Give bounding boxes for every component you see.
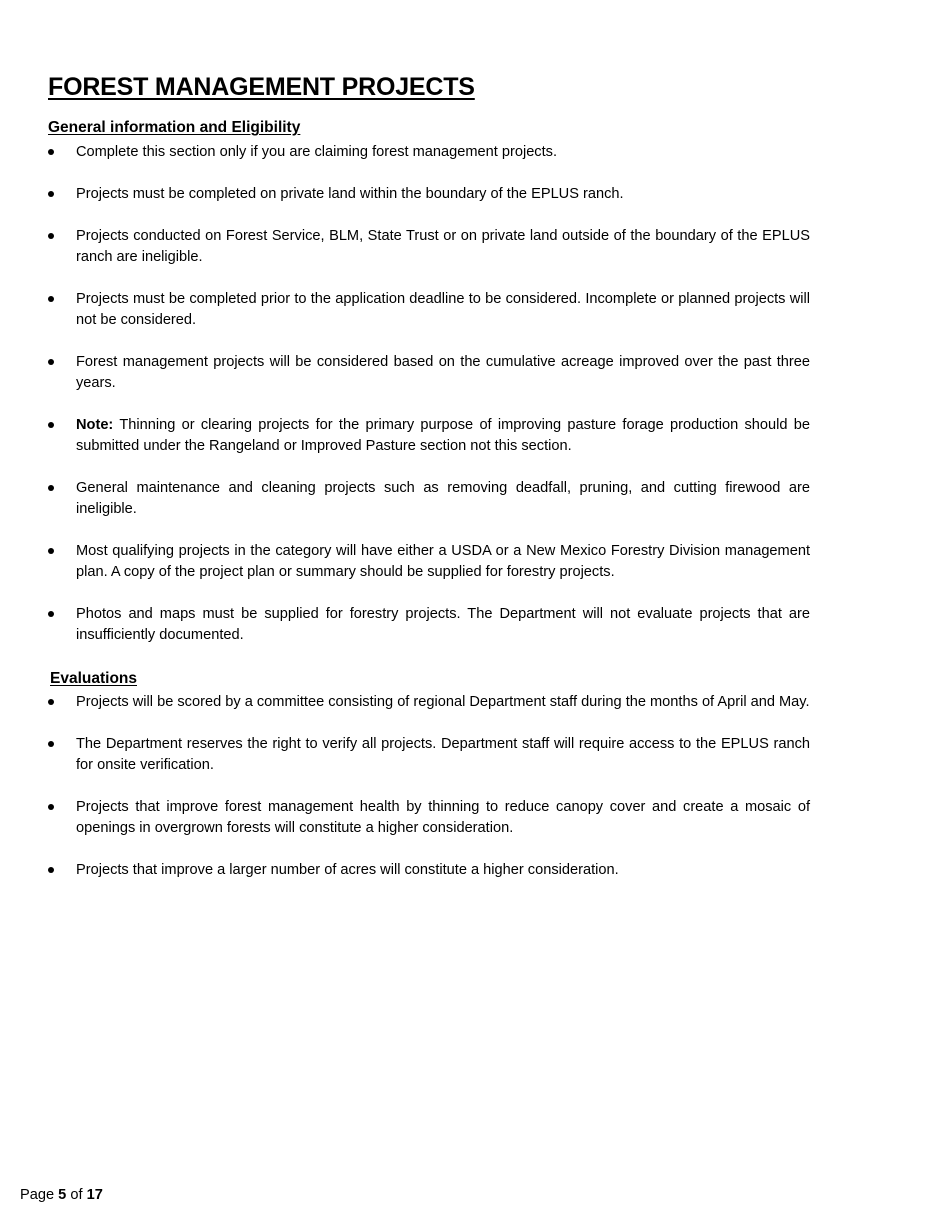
bullet-icon xyxy=(48,359,54,365)
general-information-list xyxy=(48,142,810,646)
list-item-text: Projects must be completed on private land within the boundary of the EPLUS ranch. xyxy=(76,186,624,202)
list-item xyxy=(48,797,810,839)
list-item-text: Projects will be scored by a committee consisting of regional Department staff during the months of April and May. xyxy=(76,694,810,710)
list-item-text: Projects must be completed prior to the application deadline to be considered. Incomplete or planned projects will not be considered. xyxy=(76,291,810,328)
list-item xyxy=(48,604,810,646)
bullet-icon xyxy=(48,867,54,873)
current-page-number: 5 xyxy=(58,1187,67,1203)
list-item xyxy=(48,289,810,331)
list-item-text: Most qualifying projects in the category will have either a USDA or a New Mexico Forestry Division management plan. A copy of the project plan or summary should be supplied for forestry projects. xyxy=(76,543,810,580)
bullet-icon xyxy=(48,485,54,491)
total-pages-number: 17 xyxy=(86,1187,103,1203)
page-prefix: Page xyxy=(20,1187,55,1203)
list-item xyxy=(48,226,810,268)
bullet-icon xyxy=(48,422,54,428)
bullet-icon xyxy=(48,548,54,554)
page-title: FOREST MANAGEMENT PROJECTS xyxy=(48,73,475,101)
list-item xyxy=(48,734,810,776)
list-item-text: Photos and maps must be supplied for forestry projects. The Department will not evaluate projects that are insufficiently documented. xyxy=(76,606,810,643)
list-item-text: Projects that improve forest management health by thinning to reduce canopy cover and create a mosaic of openings in overgrown forests will constitute a higher consideration. xyxy=(76,799,810,836)
evaluations-heading: Evaluations xyxy=(50,670,137,687)
list-item xyxy=(48,478,810,520)
of-label: of xyxy=(70,1187,83,1203)
list-item xyxy=(48,142,810,163)
list-item xyxy=(48,692,810,713)
list-item-text: Forest management projects will be considered based on the cumulative acreage improved over the past three years. xyxy=(76,354,810,391)
bullet-icon xyxy=(48,699,54,705)
bullet-icon xyxy=(48,233,54,239)
bullet-icon xyxy=(48,611,54,617)
list-item-text: Complete this section only if you are claiming forest management projects. xyxy=(76,144,558,160)
note-label: Note: xyxy=(76,417,114,433)
list-item-text: Projects that improve a larger number of acres will constitute a higher consideration. xyxy=(76,862,619,878)
bullet-icon xyxy=(48,191,54,197)
bullet-icon xyxy=(48,741,54,747)
list-item-text: Projects conducted on Forest Service, BLM, State Trust or on private land outside of the boundary of the EPLUS ranch are ineligible. xyxy=(76,228,810,265)
list-item-text: Thinning or clearing projects for the primary purpose of improving pasture forage production should be submitted under the Rangeland or Improved Pasture section not this section. xyxy=(76,417,811,454)
bullet-icon xyxy=(48,804,54,810)
bullet-icon xyxy=(48,149,54,155)
list-item-note xyxy=(48,415,810,457)
bullet-icon xyxy=(48,296,54,302)
list-item-text: General maintenance and cleaning projects such as removing deadfall, pruning, and cutting firewood are ineligible. xyxy=(76,480,810,517)
list-item xyxy=(48,184,810,205)
list-item-text: The Department reserves the right to verify all projects. Department staff will require access to the EPLUS ranch for onsite verification. xyxy=(76,736,810,773)
evaluations-list xyxy=(48,692,810,881)
list-item xyxy=(48,352,810,394)
page-number-footer xyxy=(20,1187,103,1203)
list-item xyxy=(48,860,810,881)
list-item xyxy=(48,541,810,583)
general-information-heading: General information and Eligibility xyxy=(48,119,301,136)
